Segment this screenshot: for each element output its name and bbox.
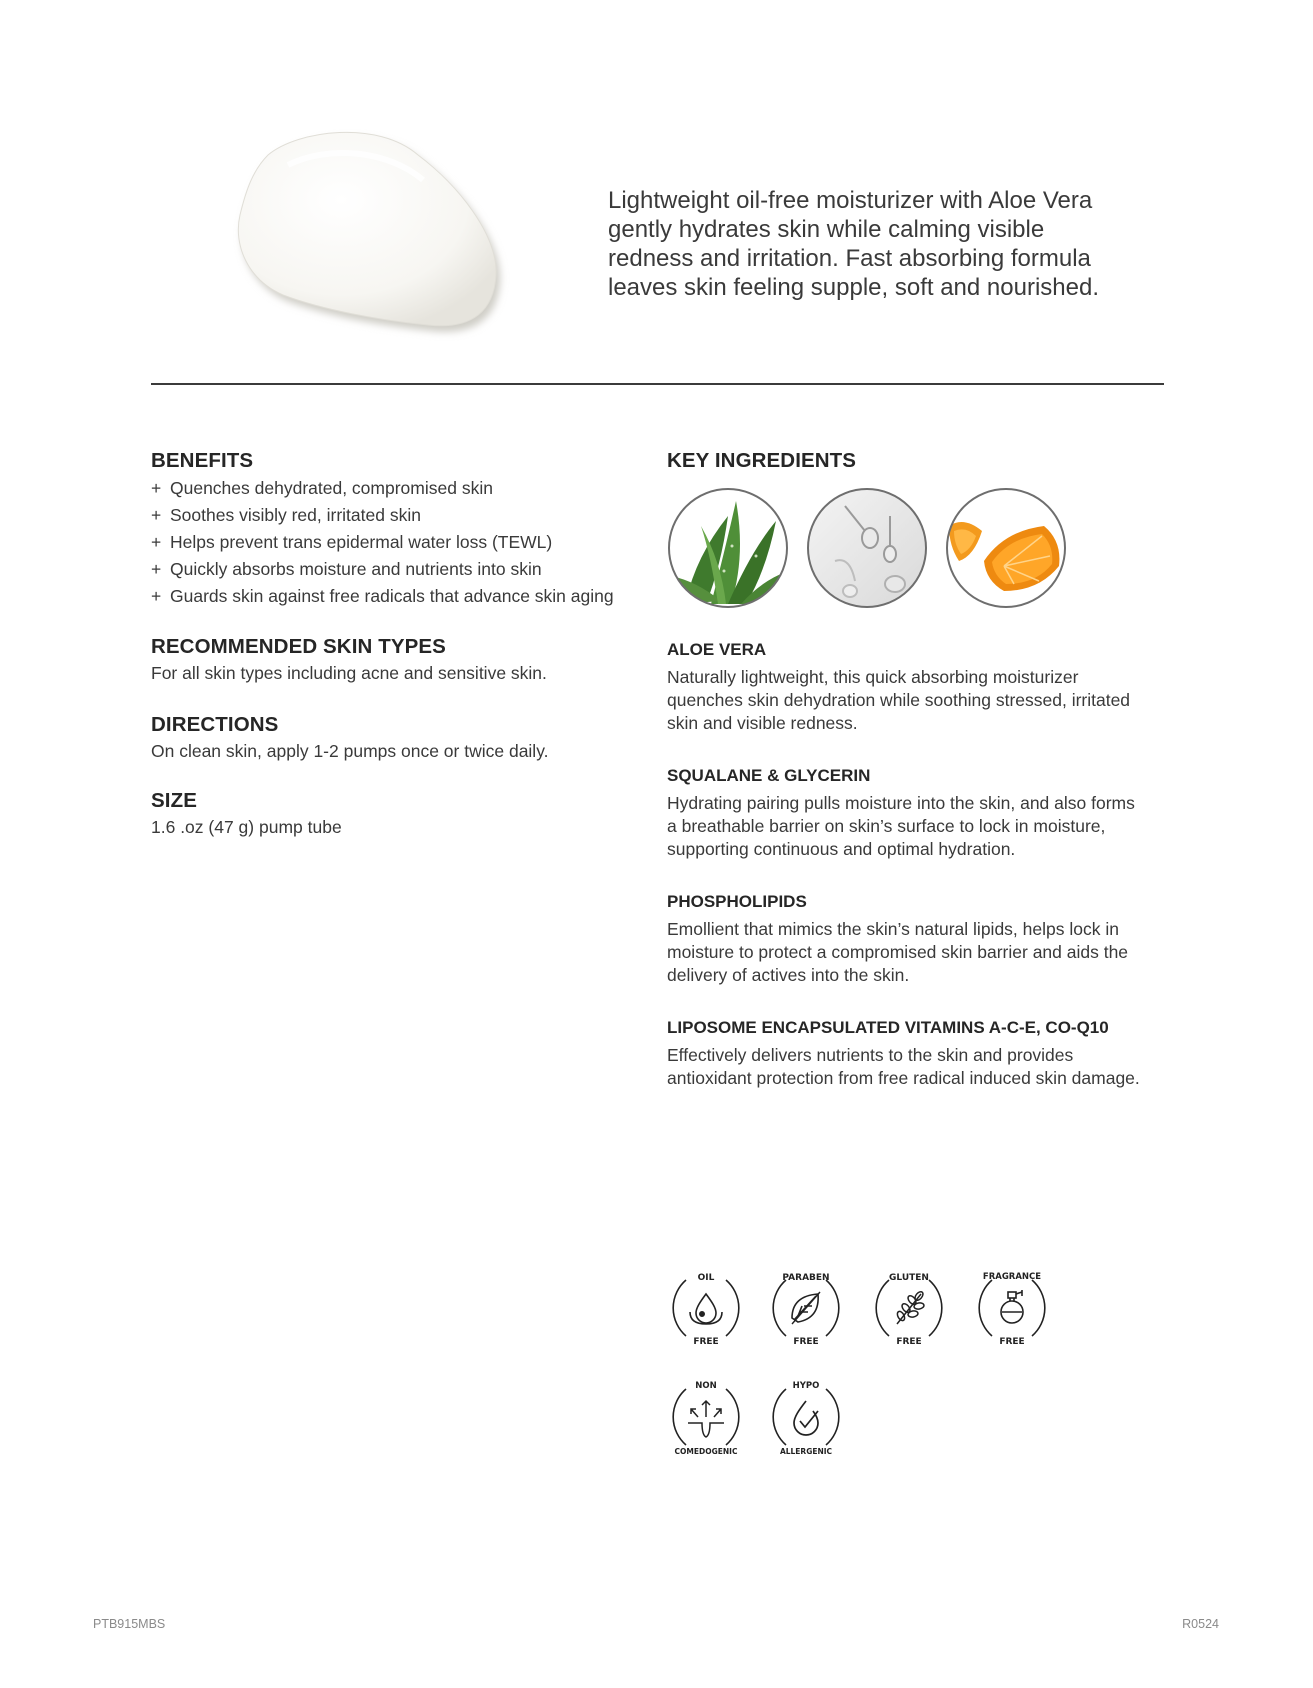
- ingredient-description: Hydrating pairing pulls moisture into the skin, and also forms a breathable barrier on skin’s surface to lock in moisture, supporting continuous and optimal hydration.: [667, 793, 1135, 859]
- ingredient-description: Effectively delivers nutrients to the skin and provides antioxidant protection from free radical induced skin damage.: [667, 1045, 1140, 1088]
- gluten-free-badge: [867, 1266, 951, 1350]
- ingredient-squalane-glycerin: [667, 766, 1157, 861]
- intro-line: leaves skin feeling supple, soft and nourished.: [608, 274, 1099, 301]
- divider: [151, 383, 1164, 385]
- list-item: + Soothes visibly red, irritated skin: [151, 502, 631, 529]
- key-ingredients-heading: KEY INGREDIENTS: [667, 449, 857, 472]
- badge-bottom-text: FREE: [693, 1337, 719, 1347]
- hypoallergenic-badge: [764, 1375, 848, 1459]
- intro-line: redness and irritation. Fast absorbing formula: [608, 245, 1091, 272]
- ingredient-phospholipids: [667, 892, 1157, 987]
- ingredient-title: ALOE VERA: [667, 640, 767, 659]
- size-text: 1.6 .oz (47 g) pump tube: [151, 817, 342, 837]
- ingredient-aloe-vera: [667, 640, 1157, 735]
- directions-heading: DIRECTIONS: [151, 713, 279, 736]
- paraben-free-badge: [764, 1266, 848, 1350]
- skin-types-text: For all skin types including acne and sensitive skin.: [151, 663, 547, 683]
- badge-top-text: FRAGRANCE: [982, 1272, 1042, 1282]
- leaf-icon: [792, 1292, 820, 1324]
- badge-top-text: PARABEN: [782, 1273, 830, 1283]
- skin-types-section: [151, 635, 631, 684]
- benefits-heading: BENEFITS: [151, 449, 254, 472]
- directions-text: On clean skin, apply 1-2 pumps once or twice daily.: [151, 741, 549, 761]
- footer-sku: PTB915MBS: [93, 1617, 166, 1631]
- orange-slices-image: [944, 486, 1068, 610]
- badge-top-text: HYPO: [792, 1381, 820, 1391]
- product-description: [608, 186, 1128, 302]
- plus-icon: +: [151, 586, 162, 606]
- fragrance-free-badge: [970, 1266, 1054, 1350]
- non-comedogenic-badge: [664, 1375, 748, 1459]
- plus-icon: +: [151, 532, 162, 552]
- plus-icon: +: [151, 505, 162, 525]
- badge-bottom-text: COMEDOGENIC: [674, 1447, 738, 1456]
- plus-icon: +: [151, 478, 162, 498]
- list-item: + Helps prevent trans epidermal water loss (TEWL): [151, 529, 631, 556]
- directions-section: [151, 713, 631, 762]
- size-section: [151, 789, 631, 838]
- badge-bottom-text: FREE: [896, 1337, 922, 1347]
- intro-line: gently hydrates skin while calming visible: [608, 216, 1045, 243]
- badge-bottom-text: FREE: [999, 1337, 1025, 1347]
- serum-drops-image: [805, 486, 929, 610]
- list-item: + Quickly absorbs moisture and nutrients into skin: [151, 556, 631, 583]
- product-swatch-image: [228, 125, 518, 345]
- list-item: + Quenches dehydrated, compromised skin: [151, 475, 631, 502]
- ingredient-title: LIPOSOME ENCAPSULATED VITAMINS A-C-E, CO-Q10: [667, 1018, 1109, 1037]
- badge-top-text: GLUTEN: [889, 1273, 929, 1283]
- key-ingredients-section: [667, 449, 1157, 473]
- ingredient-description: Naturally lightweight, this quick absorbing moisturizer quenches skin dehydration while soothing stressed, irritated skin and visible redness.: [667, 667, 1131, 733]
- badge-bottom-text: ALLERGENIC: [779, 1447, 833, 1456]
- ingredient-title: SQUALANE & GLYCERIN: [667, 766, 871, 785]
- ingredient-liposome-vitamins: [667, 1018, 1157, 1090]
- badge-top-text: NON: [695, 1381, 717, 1391]
- wheat-icon: [896, 1290, 925, 1324]
- perfume-bottle-icon: [1001, 1290, 1023, 1323]
- list-item: + Guards skin against free radicals that advance skin aging: [151, 583, 631, 610]
- footer-revision: R0524: [1182, 1617, 1219, 1631]
- pore-icon: [688, 1401, 724, 1437]
- skin-types-heading: RECOMMENDED SKIN TYPES: [151, 635, 446, 658]
- benefits-section: [151, 449, 631, 610]
- badge-bottom-text: FREE: [793, 1337, 819, 1347]
- check-drop-icon: [794, 1401, 818, 1435]
- badge-top-text: OIL: [697, 1273, 715, 1283]
- intro-line: Lightweight oil-free moisturizer with Aloe Vera: [608, 187, 1093, 214]
- aloe-vera-image: [666, 486, 790, 610]
- ingredient-description: Emollient that mimics the skin’s natural lipids, helps lock in moisture to protect a compromised skin barrier and aids the delivery of actives into the skin.: [667, 919, 1129, 985]
- plus-icon: +: [151, 559, 162, 579]
- ingredient-title: PHOSPHOLIPIDS: [667, 892, 807, 911]
- oil-drop-icon: [690, 1294, 722, 1324]
- benefits-list: [151, 475, 631, 610]
- oil-free-badge: [664, 1266, 748, 1350]
- size-heading: SIZE: [151, 789, 197, 812]
